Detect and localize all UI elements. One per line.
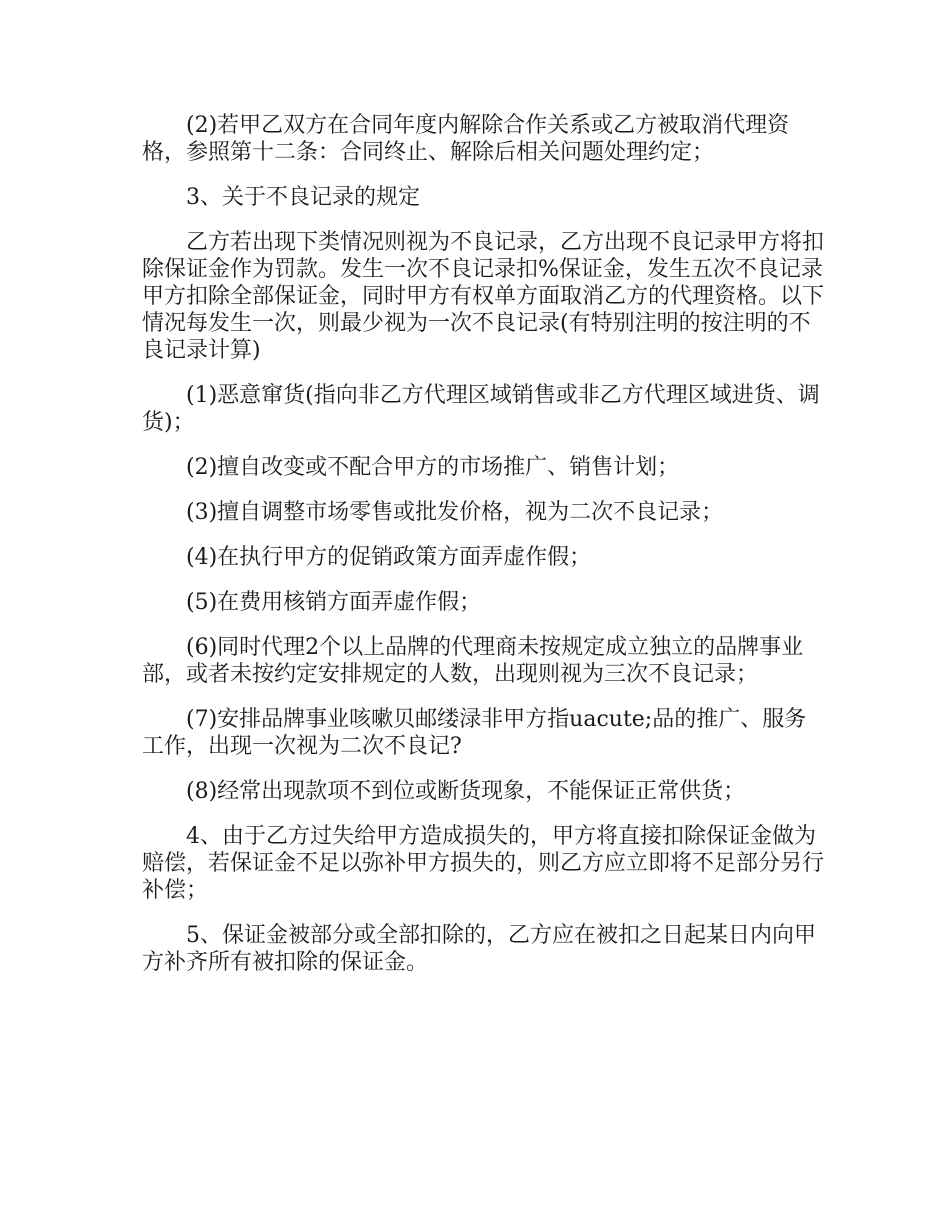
list-item-unauthorized-plan-change: (2)擅自改变或不配合甲方的市场推广、销售计划； — [186, 455, 680, 480]
paragraph-termination-reference: (2)若甲乙双方在合同年度内解除合作关系或乙方被取消代理资格，参照第十二条：合同终止、解除后相关问题处理约定； — [142, 113, 790, 165]
section-heading-bad-records: 3、关于不良记录的规定 — [186, 185, 420, 210]
list-item-unauthorized-price-change: (3)擅自调整市场零售或批发价格，视为二次不良记录； — [186, 500, 724, 525]
list-item-expense-fraud: (5)在费用核销方面弄虚作假； — [186, 590, 482, 615]
list-item-multi-brand-division: (6)同时代理2个以上品牌的代理商未按规定成立独立的品牌事业部，或者未按约定安排规定的人数，出现则视为三次不良记录； — [142, 635, 804, 687]
list-item-payment-supply-issues: (8)经常出现款项不到位或断货现象，不能保证正常供货； — [186, 779, 746, 804]
paragraph-deposit-replenishment: 5、保证金被部分或全部扣除的，乙方应在被扣之日起某日内向甲方补齐所有被扣除的保证金。 — [142, 923, 816, 975]
paragraph-bad-record-rules: 乙方若出现下类情况则视为不良记录，乙方出现不良记录甲方将扣除保证金作为罚款。发生一次不良记录扣%保证金，发生五次不良记录甲方扣除全部保证金，同时甲方有权单方面取消乙方的代理资格。以下情况每发生一次，则最少视为一次不良记录(有特别注明的按注明的不良记录计算) — [142, 230, 825, 363]
paragraph-loss-compensation: 4、由于乙方过失给甲方造成损失的，甲方将直接扣除保证金做为赔偿，若保证金不足以弥补甲方损失的，则乙方应立即将不足部分另行补偿； — [142, 824, 825, 903]
list-item-promotion-fraud: (4)在执行甲方的促销政策方面弄虚作假； — [186, 545, 592, 570]
list-item-malicious-cross-selling: (1)恶意窜货(指向非乙方代理区域销售或非乙方代理区域进货、调货)； — [142, 383, 820, 435]
list-item-non-party-promotion: (7)安排品牌事业咳嗽贝邮缕渌非甲方指uacute;品的推广、服务工作，出现一次视为二次不良记? — [142, 707, 807, 759]
document-body — [142, 112, 827, 994]
